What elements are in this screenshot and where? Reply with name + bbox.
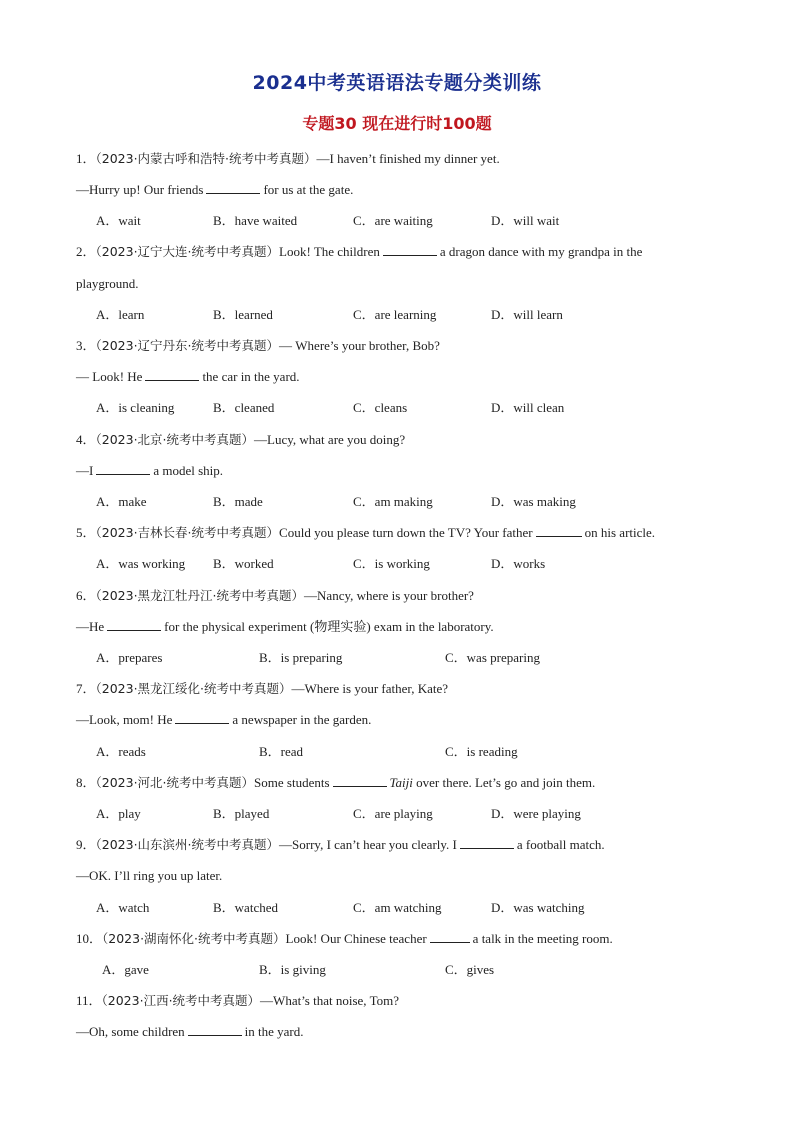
- question-3-line-2: — Look! He the car in the yard.: [76, 369, 300, 384]
- option-d: D．will learn: [491, 307, 563, 322]
- answer-blank: [188, 1023, 242, 1036]
- option-c: C．am watching: [353, 900, 442, 915]
- option-d: D．was watching: [491, 900, 585, 915]
- option-b: B．worked: [213, 556, 274, 571]
- question-8: 8．（2023·河北·统考中考真题）Some students Taiji over there. Let’s go and join them.: [76, 775, 596, 790]
- answer-blank: [96, 462, 150, 475]
- option-a: A．make: [96, 494, 147, 509]
- answer-blank: [430, 930, 470, 943]
- option-c: C．am making: [353, 494, 433, 509]
- answer-blank: [107, 618, 161, 631]
- answer-blank: [333, 774, 387, 787]
- option-b: B．played: [213, 806, 270, 821]
- option-c: C．is working: [353, 556, 430, 571]
- option-d: D．will wait: [491, 213, 560, 228]
- option-c: C．are learning: [353, 307, 437, 322]
- option-c: C．gives: [445, 962, 495, 977]
- answer-blank: [206, 181, 260, 194]
- question-10: 10．（2023·湖南怀化·统考中考真题）Look! Our Chinese teacher a talk in the meeting room.: [76, 931, 613, 946]
- question-4-line-2: —I a model ship.: [76, 463, 224, 478]
- question-3: 3．（2023·辽宁丹东·统考中考真题）— Where’s your brother, Bob?: [76, 338, 440, 353]
- question-5: 5．（2023·吉林长春·统考中考真题）Could you please turn down the TV? Your father on his article.: [76, 525, 656, 540]
- option-c: C．is reading: [445, 744, 518, 759]
- answer-blank: [175, 711, 229, 724]
- question-7: 7．（2023·黑龙江绥化·统考中考真题）—Where is your father, Kate?: [76, 681, 449, 696]
- question-2: 2．（2023·辽宁大连·统考中考真题）Look! The children a dragon dance with my grandpa in the: [76, 244, 643, 259]
- question-4: 4．（2023·北京·统考中考真题）—Lucy, what are you doing?: [76, 432, 406, 447]
- option-b: B．watched: [213, 900, 278, 915]
- option-a: A．was working: [96, 556, 186, 571]
- option-a: A．reads: [96, 744, 146, 759]
- option-c: C．was preparing: [445, 650, 540, 665]
- option-d: D．was making: [491, 494, 576, 509]
- option-b: B．is giving: [259, 962, 326, 977]
- option-a: A．watch: [96, 900, 150, 915]
- option-a: A．prepares: [96, 650, 163, 665]
- question-11-line-2: —Oh, some children in the yard.: [76, 1024, 304, 1039]
- question-9: 9．（2023·山东滨州·统考中考真题）—Sorry, I can’t hear you clearly. I a football match.: [76, 837, 605, 852]
- document-title: 2024中考英语语法专题分类训练: [252, 72, 542, 94]
- question-7-line-2: —Look, mom! He a newspaper in the garden.: [76, 712, 372, 727]
- option-a: A．wait: [96, 213, 141, 228]
- question-9-line-2: —OK. I’ll ring you up later.: [76, 868, 223, 883]
- option-b: B．cleaned: [213, 400, 275, 415]
- answer-blank: [383, 243, 437, 256]
- question-11: 11．（2023·江西·统考中考真题）—What’s that noise, Tom?: [76, 993, 399, 1008]
- question-2-line-2: playground.: [76, 276, 139, 291]
- option-b: B．read: [259, 744, 304, 759]
- option-b: B．made: [213, 494, 263, 509]
- option-b: B．have waited: [213, 213, 298, 228]
- document-subtitle: 专题30 现在进行时100题: [302, 114, 492, 133]
- option-c: C．cleans: [353, 400, 408, 415]
- option-c: C．are playing: [353, 806, 433, 821]
- option-a: A．play: [96, 806, 141, 821]
- question-6-line-2: —He for the physical experiment (物理实验) exam in the laboratory.: [76, 619, 494, 634]
- option-a: A．gave: [102, 962, 149, 977]
- question-1: 1．（2023·内蒙古呼和浩特·统考中考真题）—I haven’t finished my dinner yet.: [76, 151, 500, 166]
- option-d: D．will clean: [491, 400, 565, 415]
- question-1-line-2: —Hurry up! Our friends for us at the gate.: [76, 182, 354, 197]
- option-d: D．works: [491, 556, 546, 571]
- answer-blank: [460, 836, 514, 849]
- option-a: A．learn: [96, 307, 145, 322]
- answer-blank: [536, 524, 582, 537]
- option-b: B．is preparing: [259, 650, 343, 665]
- option-c: C．are waiting: [353, 213, 433, 228]
- option-b: B．learned: [213, 307, 273, 322]
- answer-blank: [145, 368, 199, 381]
- question-6: 6．（2023·黑龙江牡丹江·统考中考真题）—Nancy, where is your brother?: [76, 588, 474, 603]
- option-d: D．were playing: [491, 806, 581, 821]
- option-a: A．is cleaning: [96, 400, 175, 415]
